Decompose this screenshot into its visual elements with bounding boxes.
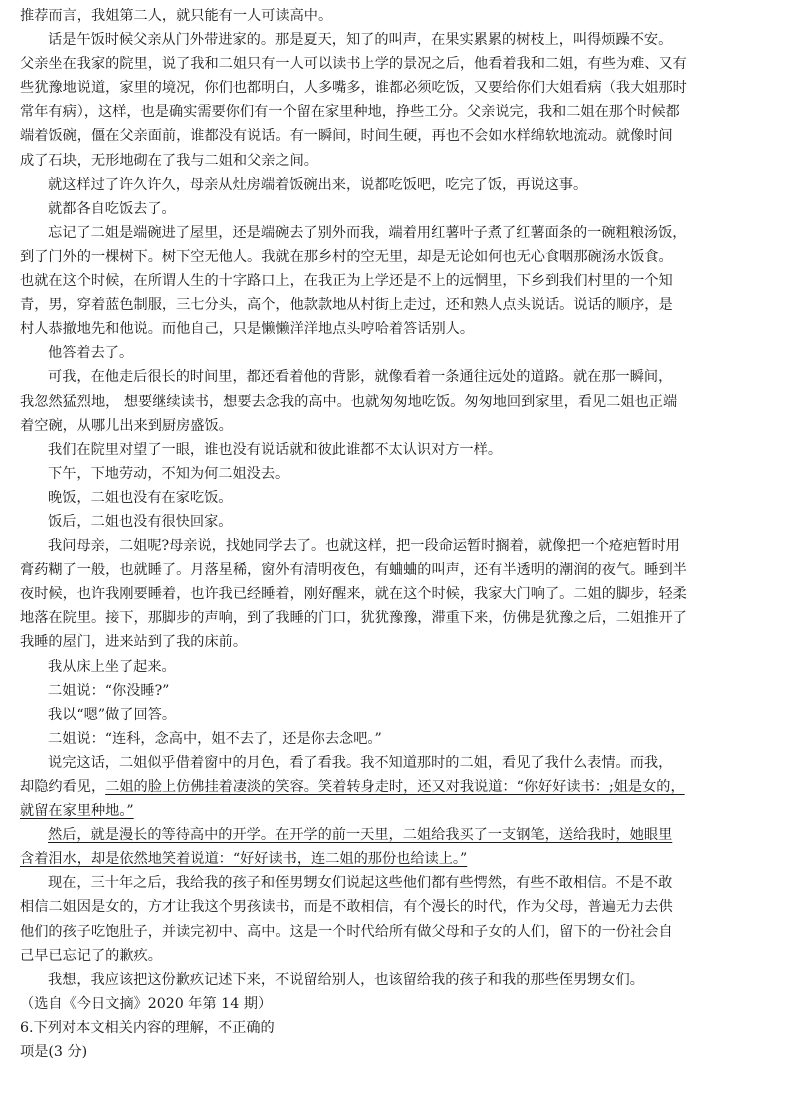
underlined-text-segment: 含着泪水，却是依然地笑着说道：“好好读书，连二姐的那份也给读上。” [20, 851, 468, 868]
text-line-4: 些犹豫地说道，家里的境况，你们也都明白，人多嘴多，谁都必须吃饭，又要给你们大姐看病（我大姐那时 [20, 80, 687, 97]
text-line-31: 二姐说：“连科，念高中，姐不去了，还是你去念吧。” [48, 730, 382, 747]
text-line-26: 地落在院里。接下，那脚步的声响，到了我睡的门口，犹犹豫豫，滞重下来，仿佛是犹豫之后，二姐推开了 [20, 610, 687, 627]
text-line-28: 我从床上坐了起来。 [48, 658, 176, 675]
text-line-6: 端着饭碗，僵在父亲面前，谁都没有说话。有一瞬间，时间生硬，再也不会如水样绵软地流动。就像时间 [20, 128, 673, 145]
underlined-line-4 [20, 847, 774, 871]
text-line-13: 青，男，穿着蓝色制服，三七分头，高个，他款款地从村街上走过，还和熟人点头说话。说话的顺序，是 [20, 297, 673, 314]
text-line-24: 膏药糊了一般，也就睡了。月落星稀，窗外有清明夜色，有蛐蛐的叫声，还有半透明的潮润的夜气。睡到半 [20, 562, 687, 579]
closing-line-3: 他们的孩子吃饱肚子，并读完初中、高中。这是一个时代给所有做父母和子女的人们，留下的一份社会自 [20, 923, 673, 940]
article-closing [20, 871, 774, 991]
text-line-23: 我问母亲，二姐呢?母亲说，找她同学去了。也就这样，把一段命运暂时搁着，就像把一个疮疤暂时用 [48, 538, 680, 555]
text-line-14: 村人恭撤地先和他说。而他自己，只是懒懒洋洋地点头哼哈着答话别人。 [20, 321, 475, 338]
text-line-15: 他答着去了。 [48, 345, 134, 362]
closing-line-5: 我想，我应该把这份歉疚记述下来，不说留给别人，也该留给我的孩子和我的那些侄男甥女们。 [48, 971, 644, 988]
text-line-19: 我们在院里对望了一眼，谁也没有说话就和彼此谁都不太认识对方一样。 [48, 441, 503, 458]
closing-line-4: 己早已忘记了的歉疚。 [20, 947, 162, 964]
underlined-text-segment: 二姐的脸上仿佛挂着凄淡的笑容。笑着转身走时，还又对我说道：“你好好读书：;姐是女的， [105, 779, 685, 795]
underlined-text-segment: 就留在家里种地。” [20, 803, 134, 820]
text-line-10: 忘记了二姐是端碗进了屋里，还是端碗去了别外而我，端着用红薯叶子煮了红薯面条的一碗粗粮汤饭， [48, 224, 687, 241]
underlined-line-3 [20, 823, 774, 847]
closing-line-1: 现在，三十年之后，我给我的孩子和侄男甥女们说起这些他们都有些愕然，有些不敢相信。不是不敢 [48, 875, 673, 892]
text-line-3: 父亲坐在我家的院里，说了我和二姐只有一人可以读书上学的景况之后，他看着我和二姐，有些为难、又有 [20, 56, 687, 73]
underlined-passage [20, 775, 774, 871]
text-line-11: 到了门外的一棵树下。树下空无他人。我就在那乡村的空无里，却是无论如何也无心食咽那碗汤水饭食。 [20, 248, 673, 265]
text-line-25: 夜时候，也许我刚要睡着，也许我已经睡着，刚好醒来，就在这个时候，我家大门响了。二姐的脚步，轻柔 [20, 586, 687, 603]
text-line-16: 可我，在他走后很长的时间里，都还看着他的背影，就像看着一条通往远处的道路。就在那一瞬间， [48, 369, 673, 386]
text-line-27: 我睡的屋门，进来站到了我的床前。 [20, 634, 248, 651]
text-line-12: 也就在这个时候，在所谓人生的十字路口上，在我正为上学还是不上的远惘里，下乡到我们村里的一个知 [20, 273, 673, 290]
text-line-1: 推荐而言，我姐第二人，就只能有一人可读高中。 [20, 8, 333, 24]
closing-line-2: 相信二姐因是女的，方才让我这个男孩读书，而是不敢相信，有个漫长的时代，作为父母，普遍无力去供 [20, 899, 673, 916]
underlined-line-1 [20, 775, 774, 799]
text-line-18: 着空碗，从哪儿出来到厨房盛饭。 [20, 417, 233, 434]
text-line-32: 说完这话，二姐似乎借着窗中的月色，看了看我。我不知道那时的二姐，看见了我什么表情。而我， [48, 754, 673, 771]
question-6-line-1: 6.下列对本文相关内容的理解，不正确的 [20, 1019, 275, 1036]
text-line-29: 二姐说：“你没睡?” [48, 682, 170, 699]
text-line-5: 常年有病），这样，也是确实需要你们有一个留在家里种地，挣些工分。父亲说完，我和二姐在那个时候都 [20, 104, 680, 121]
text-line-21: 晚饭，二姐也没有在家吃饭。 [48, 489, 233, 506]
text-line-7: 成了石块，无形地砌在了我与二姐和父亲之间。 [20, 152, 318, 169]
text-line-2: 话是午饭时候父亲从门外带进家的。那是夏天，知了的叫声，在果实累累的树枝上，叫得烦躁不安。 [48, 32, 673, 49]
question-6-line-2: 项是(3 分) [20, 1044, 88, 1061]
article-body [20, 4, 774, 775]
text-line-9: 就都各自吃饭去了。 [48, 200, 176, 217]
text-line-8: 就这样过了许久许久，母亲从灶房端着饭碗出来，说都吃饭吧，吃完了饭，再说这事。 [48, 176, 588, 193]
source-citation: （选自《今日文摘》2020 年第 14 期） [20, 995, 273, 1012]
text-line-17: 我忽然猛烈地， 想要继续读书，想要去念我的高中。也就匆匆地吃饭。匆匆地回到家里，看见二姐也正端 [20, 393, 678, 410]
plain-text-segment: 却隐约看见， [20, 779, 106, 795]
text-line-20: 下午，下地劳动，不知为何二姐没去。 [48, 465, 290, 482]
underlined-line-2 [20, 799, 774, 823]
text-line-22: 饭后，二姐也没有很快回家。 [48, 513, 233, 530]
underlined-text-segment: 然后，就是漫长的等待高中的开学。在开学的前一天里，二姐给我买了一支钢笔，送给我时，她眼里 [48, 827, 673, 844]
text-line-30: 我以“嗯”做了回答。 [48, 706, 177, 723]
